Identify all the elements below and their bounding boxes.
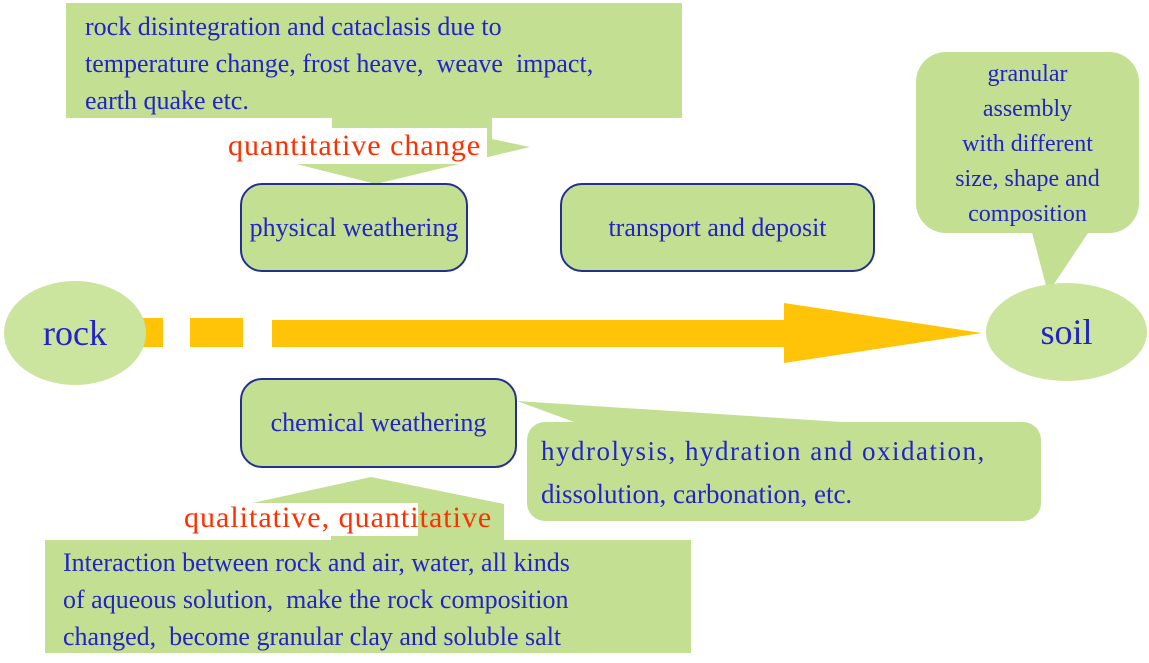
transport-deposit-box: transport and deposit (560, 183, 875, 272)
granular-assembly-bubble (916, 52, 1139, 233)
rock-soil-arrow-body (272, 303, 982, 363)
physical-cause-box (66, 3, 682, 118)
physical-weathering-box: physical weathering (240, 183, 468, 272)
bubble-line: with different (962, 131, 1093, 157)
physical-cause-line: rock disintegration and cataclasis due to (85, 12, 502, 41)
bubble-line: composition (968, 201, 1087, 227)
callout-line: hydrolysis, hydration and oxidation, (541, 436, 986, 466)
chemical-processes-callout (527, 422, 1041, 521)
bubble-line: assembly (982, 96, 1073, 122)
bubble-line: size, shape and (955, 166, 1100, 192)
qualitative-quantitative-label: qualitative, quantitative (184, 501, 493, 534)
chemical-cause-line: Interaction between rock and air, water, all kinds (63, 548, 570, 577)
rock-soil-arrow-dash-1 (143, 318, 163, 347)
callout-line: dissolution, carbonation, etc. (541, 479, 853, 509)
soil-node: soil (986, 283, 1147, 381)
quantitative-change-label: quantitative change (222, 128, 487, 164)
chemical-cause-line: changed, become granular clay and soluble salt (63, 622, 562, 651)
physical-cause-line: temperature change, frost heave, weave impact, (85, 49, 594, 78)
chemical-cause-box (45, 540, 691, 653)
rock-soil-arrow-dash-2 (190, 318, 243, 347)
bubble-line: granular (987, 61, 1068, 87)
rock-node: rock (4, 281, 146, 385)
chemical-cause-line: of aqueous solution, make the rock composition (63, 585, 569, 614)
chemical-weathering-box: chemical weathering (240, 378, 517, 468)
physical-cause-line: earth quake etc. (85, 86, 249, 115)
